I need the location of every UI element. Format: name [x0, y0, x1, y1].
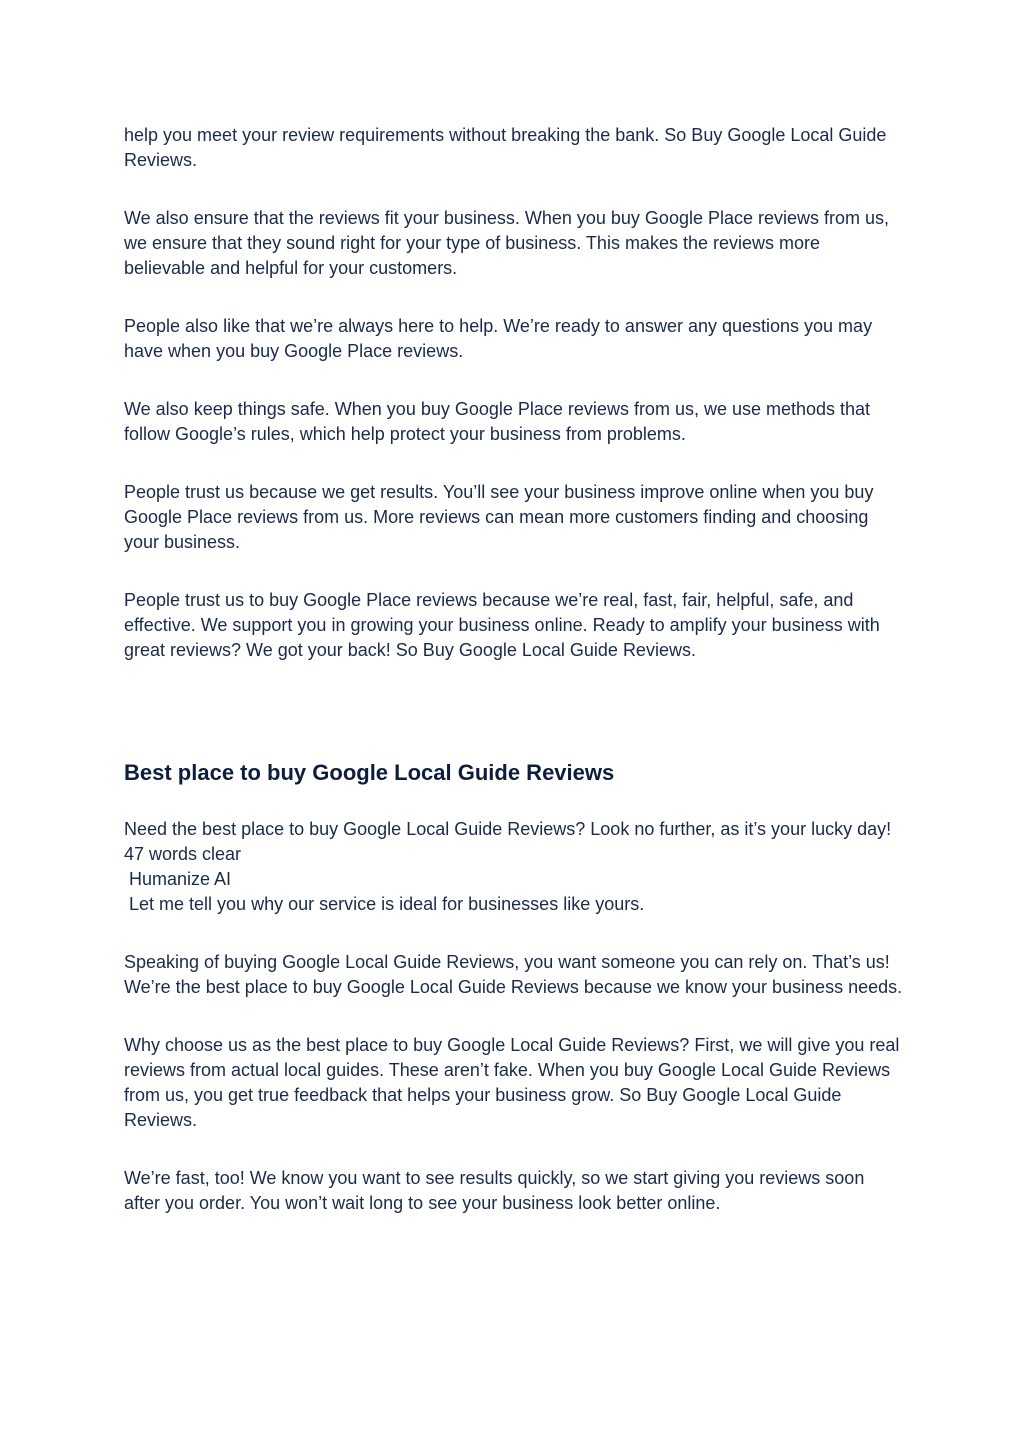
paragraph: We also keep things safe. When you buy Google Place reviews from us, we use methods that follow Google’s rules, which help protect your business from problems. [124, 399, 871, 444]
paragraph: People also like that we’re always here to help. We’re ready to answer any questions you may have when you buy Google Place reviews. [124, 316, 873, 361]
intro-line-humanize: Humanize AI [124, 869, 232, 889]
section-heading: Best place to buy Google Local Guide Reviews [124, 760, 615, 785]
paragraph: We’re fast, too! We know you want to see results quickly, so we start giving you reviews soon after you order. You won’t wait long to see your business look better online. [124, 1168, 865, 1213]
paragraph: People trust us because we get results. You’ll see your business improve online when you buy Google Place reviews from us. More reviews can mean more customers finding and choosing your business. [124, 482, 874, 552]
paragraph: We also ensure that the reviews fit your business. When you buy Google Place reviews from us, we ensure that they sound right for your type of business. This makes the reviews more believable and helpful for your customers. [124, 208, 890, 278]
document-body [124, 123, 904, 1216]
intro-line: Let me tell you why our service is ideal for businesses like yours. [124, 894, 645, 914]
intro-line: Need the best place to buy Google Local Guide Reviews? Look no further, as it’s your lucky day! 47 words clear [124, 819, 892, 864]
paragraph: help you meet your review requirements without breaking the bank. So Buy Google Local Guide Reviews. [124, 125, 887, 170]
paragraph: Speaking of buying Google Local Guide Reviews, you want someone you can rely on. That’s us! We’re the best place to buy Google Local Guide Reviews because we know your business needs. [124, 952, 903, 997]
paragraph: Why choose us as the best place to buy Google Local Guide Reviews? First, we will give you real reviews from actual local guides. These aren’t fake. When you buy Google Local Guide Reviews from us, you get true feedback that helps your business grow. So Buy Google Local Guide Reviews. [124, 1035, 900, 1130]
intro-paragraph [124, 817, 904, 917]
paragraph: People trust us to buy Google Place reviews because we’re real, fast, fair, helpful, safe, and effective. We support you in growing your business online. Ready to amplify your business with great reviews? We got your back! So Buy Google Local Guide Reviews. [124, 590, 880, 660]
